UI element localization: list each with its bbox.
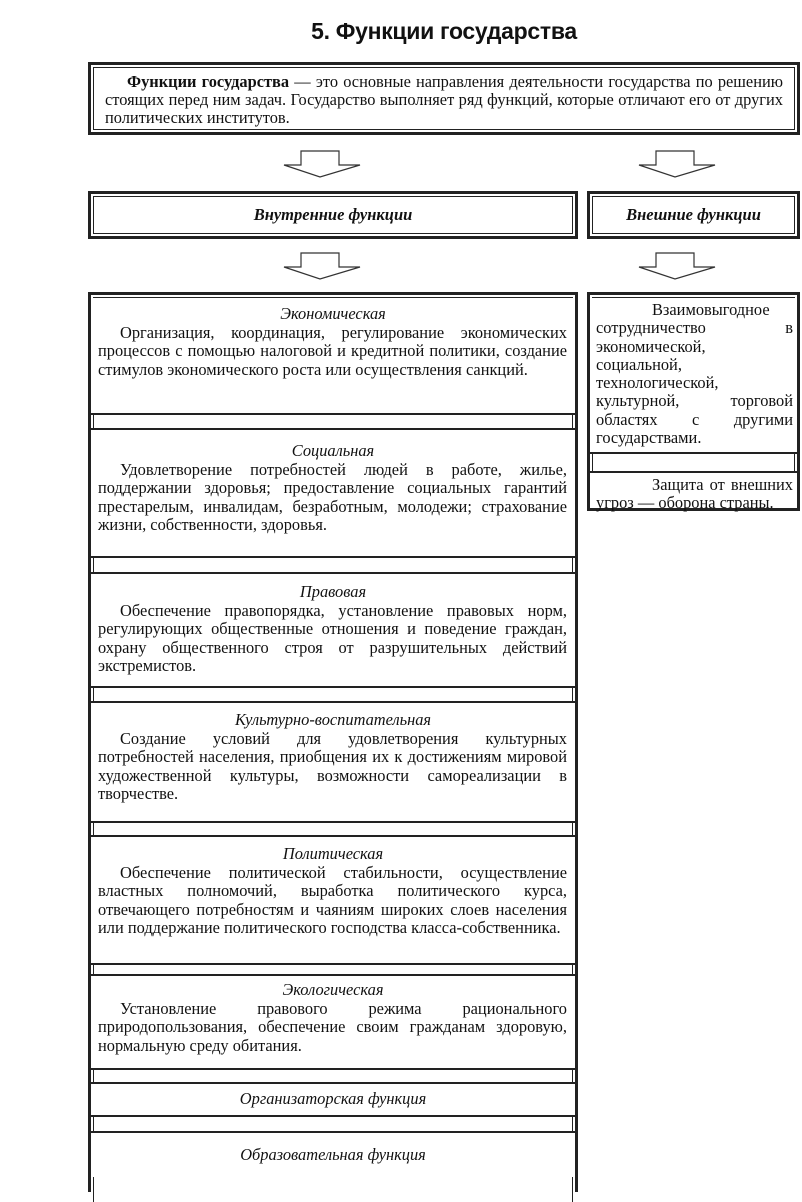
function-cooperation bbox=[590, 298, 797, 454]
function-description: Взаимовыгодное сотрудничество в экономической, социальной, технологической, культурной, торговой областях с другими государствами. bbox=[596, 300, 793, 448]
definition-term: Функции государства bbox=[127, 72, 290, 91]
function-defense bbox=[590, 471, 797, 513]
internal-functions-list bbox=[88, 292, 578, 1192]
internal-functions-header bbox=[88, 191, 578, 239]
function-description: Создание условий для удовлетворения культурных потребностей населения, приобщения их к достижениям мировой художественной культуры, возможности самореализации в творчестве. bbox=[98, 728, 567, 803]
definition-text: — это основные направления деятельности государства по решению стоящих перед ним задач. Государство выполняет ряд функций, которые отличают его от других политических институтов. bbox=[105, 72, 783, 127]
down-arrow-icon bbox=[638, 252, 716, 280]
function-title: Культурно-воспитательная bbox=[234, 710, 432, 729]
down-arrow-icon bbox=[638, 150, 716, 178]
external-functions-list bbox=[587, 292, 800, 511]
external-functions-header bbox=[587, 191, 800, 239]
function-educational bbox=[91, 1131, 575, 1177]
function-description: Обеспечение правопорядка, установление правовых норм, регулирующих общественные отношения и поведение граждан, охрану общественного строя от разрушительных действий экстремистов. bbox=[98, 600, 567, 675]
function-title: Образовательная функция bbox=[240, 1144, 426, 1164]
function-title: Организаторская функция bbox=[239, 1089, 427, 1109]
function-organizational bbox=[91, 1082, 575, 1117]
function-title: Социальная bbox=[291, 441, 375, 460]
function-political bbox=[91, 835, 575, 965]
function-description: Организация, координация, регулирование экономических процессов с помощью налоговой и кредитной политики, создание стимулов экономического роста или осуществления санкций. bbox=[98, 322, 567, 379]
function-cultural bbox=[91, 701, 575, 823]
function-description: Удовлетворение потребностей людей в работе, жилье, поддержании здоровья; предоставление социальных гарантий престарелым, инвалидам, безработным, молодежи; страхование жизни, собственности, здоровья. bbox=[98, 459, 567, 534]
function-social bbox=[91, 428, 575, 558]
function-description: Обеспечение политической стабильности, осуществление властных полномочий, выработка политического курса, отвечающего потребностям и чаяниям широких слоев населения или поддержание политического господства класса-собственника. bbox=[98, 862, 567, 937]
down-arrow-icon bbox=[283, 150, 361, 178]
function-title: Экономическая bbox=[280, 304, 386, 323]
definition-box bbox=[88, 62, 800, 135]
function-economic bbox=[91, 298, 575, 415]
function-title: Политическая bbox=[282, 844, 384, 863]
function-description: Защита от внешних угроз — оборона страны. bbox=[596, 475, 793, 513]
function-title: Правовая bbox=[299, 582, 367, 601]
external-functions-label: Внешние функции bbox=[626, 205, 761, 224]
function-ecological bbox=[91, 974, 575, 1070]
internal-functions-label: Внутренние функции bbox=[253, 205, 413, 224]
function-title: Экологическая bbox=[282, 980, 384, 999]
down-arrow-icon bbox=[283, 252, 361, 280]
function-legal bbox=[91, 572, 575, 688]
function-description: Установление правового режима рационального природопользования, обеспечение своим гражданам здоровую, нормальную среду обитания. bbox=[98, 998, 567, 1055]
page-title: 5. Функции государства bbox=[311, 18, 577, 44]
